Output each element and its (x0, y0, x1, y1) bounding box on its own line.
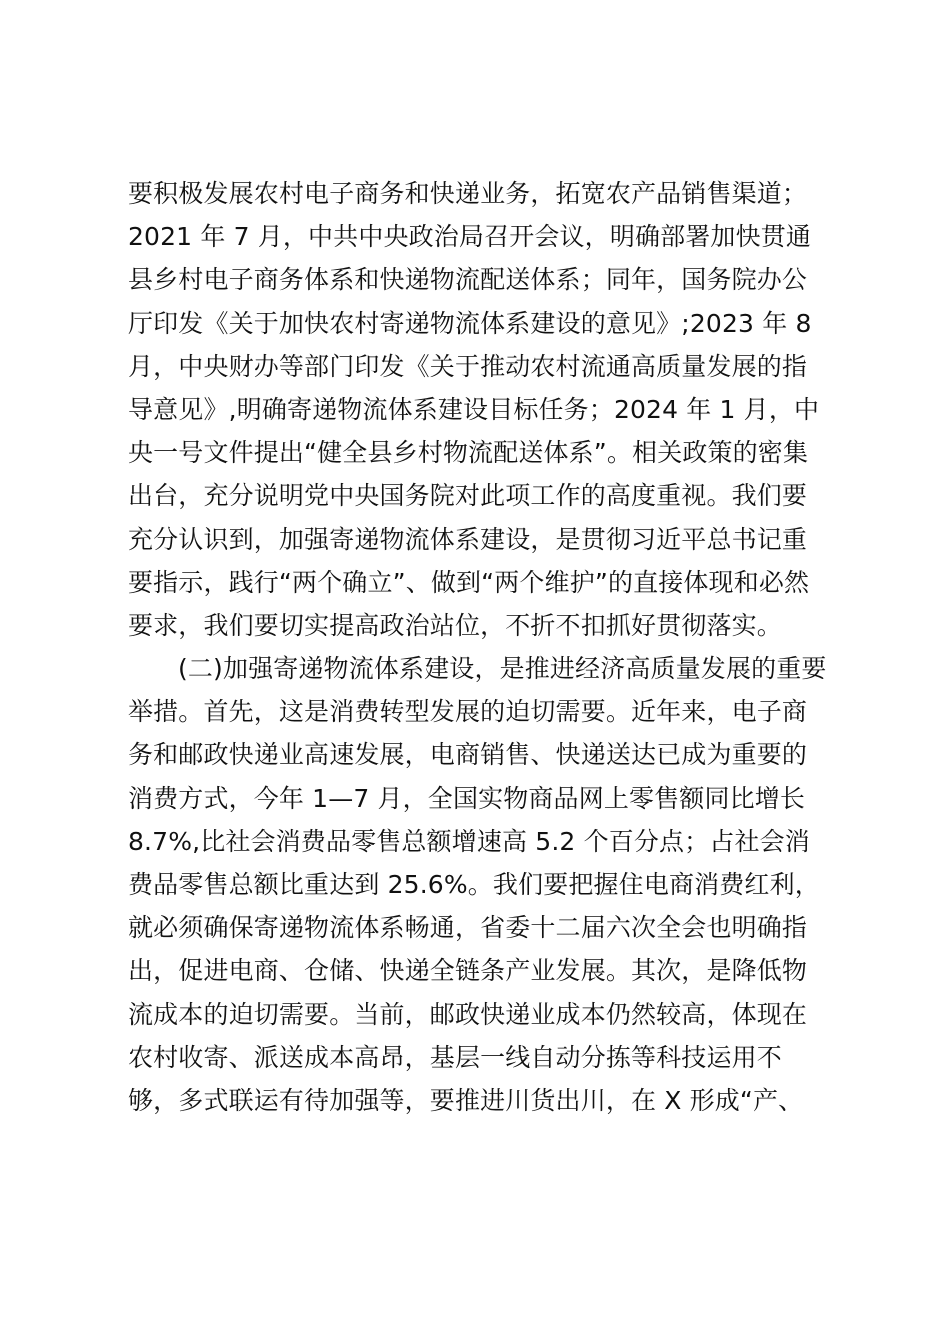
text-line: 就必须确保寄递物流体系畅通，省委十二届六次全会也明确指 (128, 913, 808, 943)
text-line: 充分认识到，加强寄递物流体系建设，是贯彻习近平总书记重 (128, 524, 808, 554)
text-line: 8.7%,比社会消费品零售总额增速高 5.2 个百分点；占社会消 (128, 826, 810, 856)
paragraph-heading-line: (二)加强寄递物流体系建设，是推进经济高质量发展的重要 (178, 654, 827, 684)
text-line: 务和邮政快递业高速发展，电商销售、快递送达已成为重要的 (128, 740, 808, 770)
text-line: 要求，我们要切实提高政治站位，不折不扣抓好贯彻落实。 (128, 610, 782, 640)
text-line: 厅印发《关于加快农村寄递物流体系建设的意见》;2023 年 8 (128, 308, 812, 338)
text-line: 出，促进电商、仓储、快递全链条产业发展。其次，是降低物 (128, 956, 808, 986)
text-line: 举措。首先，这是消费转型发展的迫切需要。近年来，电子商 (128, 697, 808, 727)
text-line: 费品零售总额比重达到 25.6%。我们要把握住电商消费红利， (128, 870, 820, 899)
text-line: 流成本的迫切需要。当前，邮政快递业成本仍然较高，体现在 (128, 999, 808, 1029)
text-line: 要积极发展农村电子商务和快递业务，拓宽农产品销售渠道； (128, 179, 808, 208)
text-line: 消费方式，今年 1—7 月，全国实物商品网上零售额同比增长 (128, 783, 806, 813)
text-line: 月，中央财办等部门印发《关于推动农村流通高质量发展的指 (128, 351, 808, 381)
text-line: 出台，充分说明党中央国务院对此项工作的高度重视。我们要 (128, 481, 808, 511)
text-line: 导意见》,明确寄递物流体系建设目标任务；2024 年 1 月，中 (128, 394, 820, 424)
text-line: 央一号文件提出“健全县乡村物流配送体系”。相关政策的密集 (128, 438, 809, 468)
text-line: 农村收寄、派送成本高昂，基层一线自动分拣等科技运用不 (128, 1042, 782, 1072)
body-text (128, 172, 828, 1122)
text-line: 够，多式联运有待加强等，要推进川货出川，在 X 形成“产、 (128, 1085, 804, 1115)
text-line: 2021 年 7 月，中共中央政治局召开会议，明确部署加快贯通 (128, 222, 812, 252)
text-line: 要指示，践行“两个确立”、做到“两个维护”的直接体现和必然 (128, 567, 810, 597)
text-line: 县乡村电子商务体系和快递物流配送体系；同年，国务院办公 (128, 265, 808, 295)
